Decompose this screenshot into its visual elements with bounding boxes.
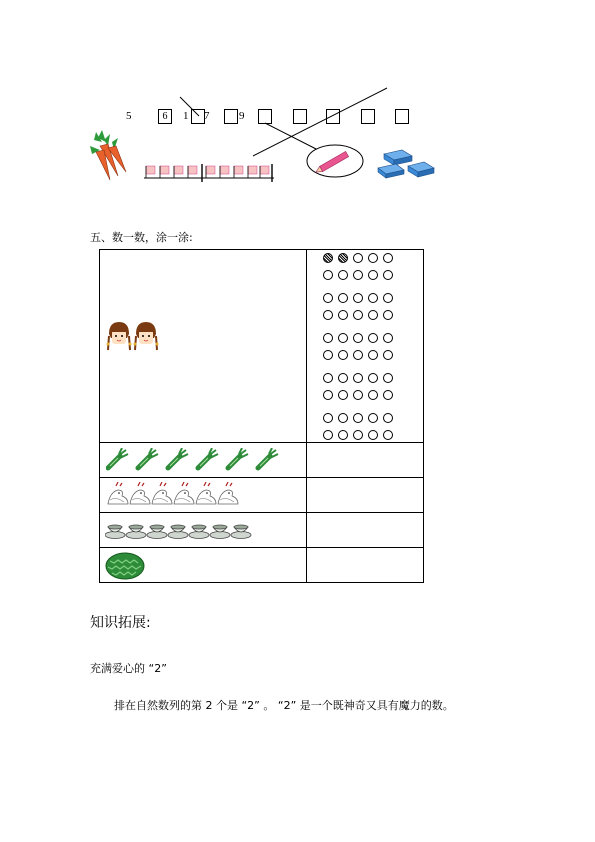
extension-subtitle: 充满爱心的 “2” [90, 662, 167, 675]
circle[interactable] [383, 333, 393, 343]
number-5: 5 [126, 110, 132, 122]
circle[interactable] [383, 270, 393, 280]
teacup-cell [100, 513, 307, 548]
circle[interactable] [338, 333, 348, 343]
circle[interactable] [368, 253, 378, 263]
circle[interactable] [353, 270, 363, 280]
watermelon-cell [100, 548, 307, 583]
circle[interactable] [338, 270, 348, 280]
circle[interactable] [368, 430, 378, 440]
books-icon [376, 148, 438, 180]
circle[interactable] [383, 413, 393, 423]
carrot-icon [88, 128, 132, 182]
circle[interactable] [368, 310, 378, 320]
vegetable-cell [100, 443, 307, 478]
circle[interactable] [353, 253, 363, 263]
extension-heading: 知识拓展: [90, 615, 151, 631]
circle[interactable] [323, 390, 333, 400]
circle[interactable] [383, 310, 393, 320]
circle[interactable] [323, 293, 333, 303]
circle[interactable] [338, 413, 348, 423]
teacup-answer-cell[interactable] [307, 513, 424, 548]
counting-table [99, 249, 424, 583]
circle[interactable] [323, 430, 333, 440]
circle[interactable] [353, 293, 363, 303]
watermelon-answer-cell[interactable] [307, 548, 424, 583]
circle[interactable] [338, 350, 348, 360]
rabbit-icon [106, 482, 256, 508]
vegetable-answer-cell[interactable] [307, 443, 424, 478]
circle[interactable] [338, 373, 348, 383]
circle[interactable] [353, 390, 363, 400]
circle-filled[interactable] [338, 253, 348, 263]
girls-cell [100, 250, 307, 443]
circle-filled[interactable] [323, 253, 333, 263]
circle[interactable] [338, 390, 348, 400]
circle[interactable] [338, 293, 348, 303]
circle[interactable] [383, 293, 393, 303]
circle[interactable] [383, 430, 393, 440]
circle[interactable] [383, 253, 393, 263]
circle[interactable] [383, 373, 393, 383]
circle-grid [307, 253, 423, 442]
circle[interactable] [368, 293, 378, 303]
circle[interactable] [338, 310, 348, 320]
circle[interactable] [353, 430, 363, 440]
circle[interactable] [323, 333, 333, 343]
watermelon-icon [104, 551, 146, 581]
circle[interactable] [383, 350, 393, 360]
circle[interactable] [368, 373, 378, 383]
girl-icon [106, 320, 160, 354]
circle[interactable] [353, 413, 363, 423]
number-box-6: 6 [158, 109, 172, 124]
circle[interactable] [338, 430, 348, 440]
circle[interactable] [353, 310, 363, 320]
section-title: 五、数一数，涂一涂: [90, 231, 193, 244]
circle[interactable] [323, 350, 333, 360]
circle[interactable] [323, 270, 333, 280]
number-9: 9 [239, 110, 245, 122]
vegetable-icon [106, 448, 286, 472]
circle[interactable] [323, 310, 333, 320]
number-1: 1 [183, 110, 189, 122]
circle[interactable] [368, 350, 378, 360]
flag-row-icon [144, 160, 276, 184]
rabbit-answer-cell[interactable] [307, 478, 424, 513]
number-7: 7 [204, 110, 210, 122]
circle[interactable] [353, 373, 363, 383]
circle[interactable] [368, 270, 378, 280]
circle[interactable] [368, 390, 378, 400]
circle[interactable] [353, 333, 363, 343]
rabbit-cell [100, 478, 307, 513]
pencil-icon [305, 143, 365, 179]
circle[interactable] [353, 350, 363, 360]
circle[interactable] [383, 390, 393, 400]
circle[interactable] [368, 413, 378, 423]
circle[interactable] [368, 333, 378, 343]
circle[interactable] [323, 413, 333, 423]
extension-paragraph: 排在自然数列的第 2 个是 “2” 。 “2” 是一个既神奇又具有魔力的数。 [114, 699, 454, 712]
circle[interactable] [323, 373, 333, 383]
circle-grid-cell [307, 250, 424, 443]
teacup-icon [105, 521, 259, 541]
